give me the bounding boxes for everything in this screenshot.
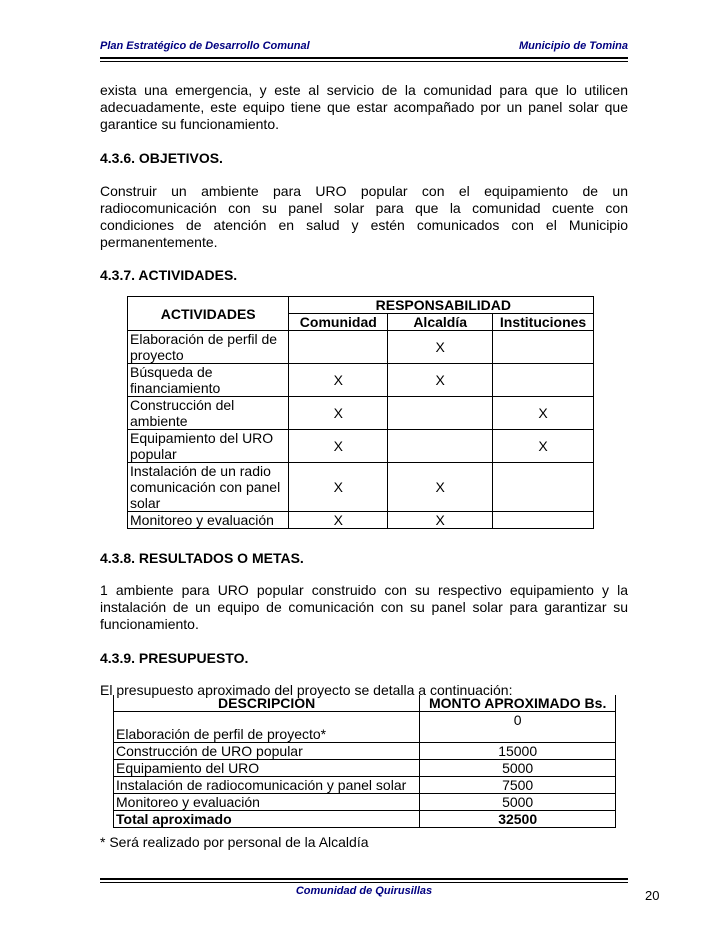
activities-table	[127, 296, 594, 529]
comunidad-mark: X	[289, 430, 388, 463]
amount-col-header: MONTO APROXIMADO Bs.	[420, 695, 616, 712]
instituciones-mark	[493, 463, 594, 512]
activity-name: Elaboración de perfil de proyecto	[128, 331, 289, 364]
description-col-header: DESCRIPCION	[114, 695, 420, 712]
header-title-left: Plan Estratégico de Desarrollo Comunal	[100, 40, 310, 52]
total-amount: 32500	[420, 811, 616, 828]
footer-rule	[100, 878, 628, 880]
activity-row	[128, 331, 594, 364]
responsibility-col-header: RESPONSABILIDAD	[289, 297, 594, 314]
budget-footnote: * Será realizado por personal de la Alcaldía	[100, 834, 369, 850]
comunidad-col-header: Comunidad	[289, 314, 388, 331]
section-438-text: 1 ambiente para URO popular construido con su respectivo equipamiento y la instalación de un equipo de comunicación con su panel solar para garantizar su funcionamiento.	[100, 582, 628, 632]
activity-name: Construcción del ambiente	[128, 397, 289, 430]
comunidad-mark: X	[289, 364, 388, 397]
alcaldia-mark	[388, 430, 493, 463]
budget-amount: 5000	[420, 760, 616, 777]
budget-amount: 15000	[420, 743, 616, 760]
page-number: 20	[645, 888, 660, 903]
instituciones-mark	[493, 364, 594, 397]
budget-amount: 5000	[420, 794, 616, 811]
activity-name: Instalación de un radio comunicación con panel solar	[128, 463, 289, 512]
alcaldia-mark	[388, 397, 493, 430]
activities-col-header: ACTIVIDADES	[128, 297, 289, 331]
total-label: Total aproximado	[114, 811, 420, 828]
budget-row	[114, 777, 616, 794]
page-header	[100, 40, 628, 52]
alcaldia-mark: X	[388, 364, 493, 397]
budget-description: Construcción de URO popular	[114, 743, 420, 760]
alcaldia-col-header: Alcaldía	[388, 314, 493, 331]
activity-row	[128, 463, 594, 512]
activity-row	[128, 364, 594, 397]
instituciones-mark	[493, 331, 594, 364]
alcaldia-mark: X	[388, 331, 493, 364]
budget-table	[113, 695, 616, 828]
budget-row	[114, 712, 616, 743]
section-438-title: 4.3.8. RESULTADOS O METAS.	[100, 550, 304, 566]
instituciones-col-header: Instituciones	[493, 314, 594, 331]
comunidad-mark	[289, 331, 388, 364]
section-439-text: El presupuesto aproximado del proyecto se detalla a continuación:	[100, 682, 513, 698]
section-439-title: 4.3.9. PRESUPUESTO.	[100, 650, 249, 666]
footer-rule-thin	[100, 882, 628, 883]
comunidad-mark: X	[289, 397, 388, 430]
section-437-title: 4.3.7. ACTIVIDADES.	[100, 267, 238, 283]
budget-row	[114, 794, 616, 811]
budget-description: Monitoreo y evaluación	[114, 794, 420, 811]
instituciones-mark: X	[493, 397, 594, 430]
budget-amount: 7500	[420, 777, 616, 794]
activity-row	[128, 512, 594, 529]
instituciones-mark	[493, 512, 594, 529]
comunidad-mark: X	[289, 463, 388, 512]
budget-description: Elaboración de perfil de proyecto*	[114, 712, 420, 743]
activity-name: Monitoreo y evaluación	[128, 512, 289, 529]
footer-title: Comunidad de Quirusillas	[295, 885, 433, 897]
alcaldia-mark: X	[388, 512, 493, 529]
budget-row	[114, 743, 616, 760]
budget-description: Equipamiento del URO	[114, 760, 420, 777]
header-rule	[100, 57, 628, 59]
alcaldia-mark: X	[388, 463, 493, 512]
activity-row	[128, 397, 594, 430]
activity-name: Equipamiento del URO popular	[128, 430, 289, 463]
section-436-title: 4.3.6. OBJETIVOS.	[100, 150, 223, 166]
budget-amount: 0	[420, 712, 616, 743]
budget-row	[114, 760, 616, 777]
header-rule-thin	[100, 61, 628, 62]
budget-description: Instalación de radiocomunicación y panel solar	[114, 777, 420, 794]
header-title-right: Municipio de Tomina	[519, 40, 628, 52]
instituciones-mark: X	[493, 430, 594, 463]
section-436-text: Construir un ambiente para URO popular con el equipamiento de un radiocomunicación con su panel solar para que la comunidad cuente con condiciones de atención en salud y estén comunicados con el Municipio permanentemente.	[100, 183, 628, 250]
intro-paragraph: exista una emergencia, y este al servicio de la comunidad para que lo utilicen adecuadamente, este equipo tiene que estar acompañado por un panel solar que garantice su funcionamiento.	[100, 82, 628, 132]
activity-name: Búsqueda de financiamiento	[128, 364, 289, 397]
activity-row	[128, 430, 594, 463]
comunidad-mark: X	[289, 512, 388, 529]
